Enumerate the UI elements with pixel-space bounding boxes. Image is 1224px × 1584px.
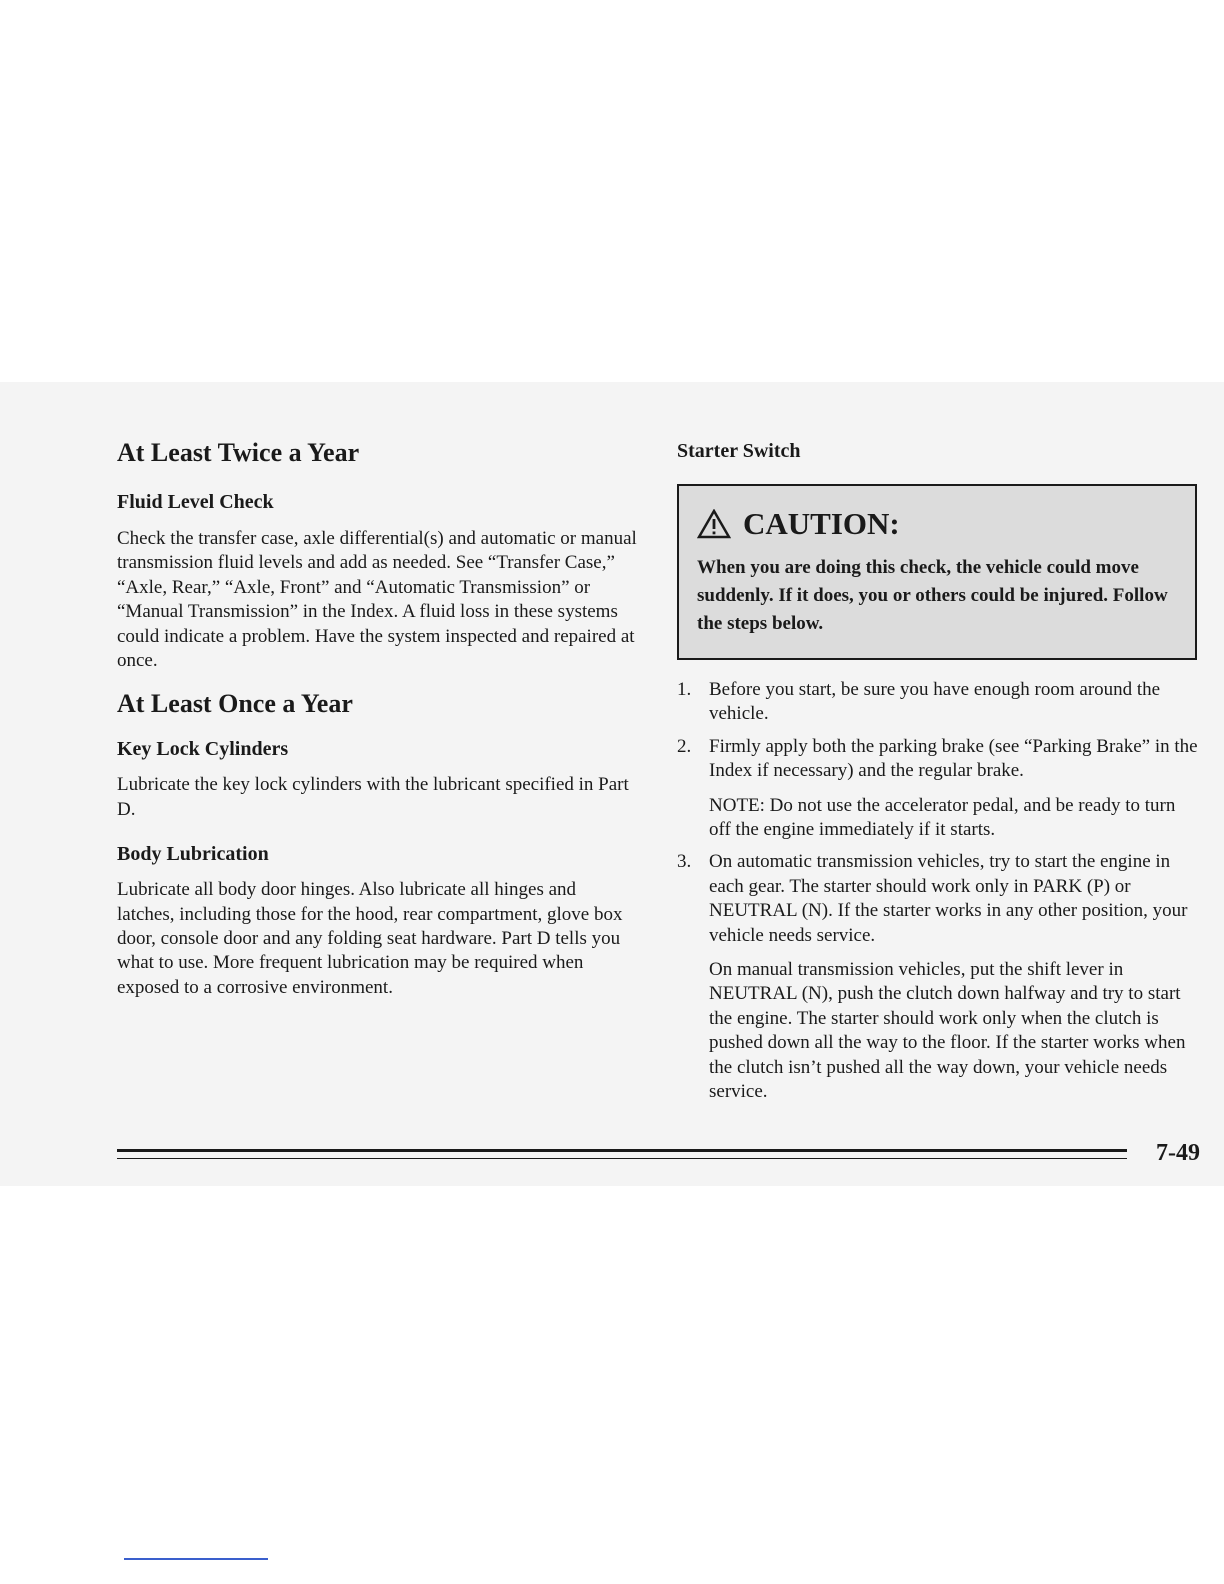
step-note: NOTE: Do not use the accelerator pedal, and be ready to turn off the engine immediately if it starts. bbox=[709, 794, 1176, 841]
heading-key-lock-cylinders: Key Lock Cylinders bbox=[117, 738, 289, 761]
heading-once-a-year: At Least Once a Year bbox=[117, 689, 353, 719]
page-number: 7-49 bbox=[1156, 1140, 1200, 1166]
list-item bbox=[677, 850, 1199, 1104]
key-lock-text: Lubricate the key lock cylinders with the lubricant specified in Part D. bbox=[117, 774, 629, 820]
step-note: On manual transmission vehicles, put the shift lever in NEUTRAL (N), push the clutch down halfway and try to start the engine. The starter should work only when the clutch is pushed down all the way to the floor. If the starter works when the clutch isn’t pushed all the way down, your vehicle needs service. bbox=[709, 959, 1186, 1103]
step-number: 2. bbox=[677, 735, 692, 757]
left-column bbox=[117, 436, 637, 1000]
body-lubrication-text: Lubricate all body door hinges. Also lubricate all hinges and latches, including those for the hood, rear compartment, glove box door, console door and any folding seat hardware. Part D tells you what to use. More frequent lubrication may be required when exposed to a corrosive environment. bbox=[117, 879, 623, 998]
heading-starter-switch: Starter Switch bbox=[677, 440, 801, 462]
right-column bbox=[677, 436, 1199, 1113]
heading-twice-a-year: At Least Twice a Year bbox=[117, 438, 360, 467]
caution-text: When you are doing this check, the vehicle could move suddenly. If it does, you or others could be injured. Follow the steps below. bbox=[697, 557, 1168, 634]
heading-fluid-level-check: Fluid Level Check bbox=[117, 491, 274, 513]
warning-triangle-icon bbox=[697, 509, 731, 539]
footer-rule-thin bbox=[117, 1158, 1127, 1159]
footer-rule-thick bbox=[117, 1149, 1127, 1152]
step-text: Firmly apply both the parking brake (see “Parking Brake” in the Index if necessary) and the regular brake. bbox=[709, 735, 1198, 782]
list-item bbox=[677, 735, 1199, 843]
caution-header bbox=[697, 506, 1177, 542]
starter-steps-list bbox=[677, 678, 1199, 1105]
step-text: On automatic transmission vehicles, try to start the engine in each gear. The starter should work only in PARK (P) or NEUTRAL (N). If the starter works in any other position, your vehicle needs service. bbox=[709, 851, 1188, 946]
bottom-link-underline bbox=[124, 1558, 268, 1560]
caution-box bbox=[677, 484, 1197, 660]
fluid-level-text: Check the transfer case, axle differential(s) and automatic or manual transmission fluid levels and add as needed. See “Transfer Case,” “Axle, Rear,” “Axle, Front” and “Automatic Transmission” or “Manual Transmission” in the Index. A fluid loss in these systems could indicate a problem. Have the system inspected and repaired at once. bbox=[117, 528, 637, 672]
caution-label: CAUTION: bbox=[743, 506, 900, 541]
step-text: Before you start, be sure you have enough room around the vehicle. bbox=[709, 679, 1161, 725]
step-number: 1. bbox=[677, 679, 692, 700]
list-item bbox=[677, 678, 1199, 727]
heading-body-lubrication: Body Lubrication bbox=[117, 843, 269, 866]
step-number: 3. bbox=[677, 851, 692, 873]
